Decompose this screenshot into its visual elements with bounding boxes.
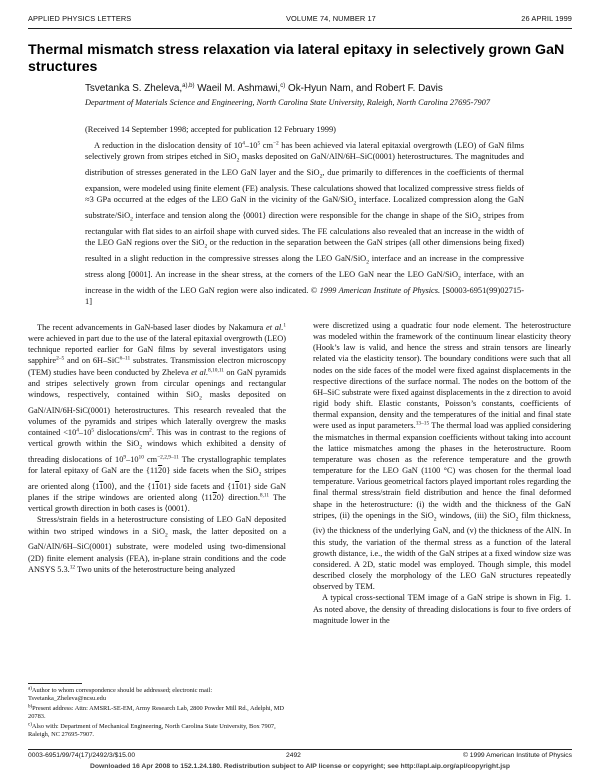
footnote-b: $^{b)}$Present address: Attn: AMSRL-SE-EM, Army Research Lab, 2800 Powder Mill Rd., Adelphi, MD 20783. bbox=[28, 704, 285, 721]
running-head bbox=[28, 14, 572, 26]
footnote-c: $^{c)}$Also with: Department of Mechanical Engineering, North Carolina State University, Box 7907, Raleigh, NC 27695-7907. bbox=[28, 722, 276, 739]
article-title: Thermal mismatch stress relaxation via lateral epitaxy in selectively grown GaN structures bbox=[28, 42, 565, 75]
issn-code: 0003-6951/99/74(17)/2492/3/$15.00 bbox=[28, 752, 136, 759]
footnote-a: $^{a)}$Author to whom correspondence should be addressed; electronic mail: Tsvetanka_Zheleva@ncsu.edu bbox=[28, 686, 213, 703]
footer-rule bbox=[28, 749, 572, 750]
page-footer bbox=[28, 752, 572, 762]
paragraph-intro: The recent advancements in GaN-based laser diodes by Nakamura et al.$^1$ were achieved in part due to the use of the lateral epitaxial overgrowth (LEO) technique reported earlier for GaN films by several investigators using sapphire$^{2-5}$ and on 6H–SiC$^{6-11}$ substrates. Transmission electron microscopy (TEM) studies have been conducted by Zheleva et al.$^{8,10,11}$ on GaN pyramids and stripes selectively grown from circular openings and rectangular windows, respectively, contained within SiO$_2$ masks deposited on GaN/AlN/6H-SiC(0001) heterostructures. This research revealed that the volumes of the pyramids and stripes which laterally overgrew the masks contained $<10^4-10^5$ dislocations/$cm^2$. This was in contrast to the regions of vertical growth within the SiO$_2$ windows which exhibited a density of threading dislocations of $10^9-10^{10}$ $cm^{-2,2,9-11}$ The crystallographic templates for lateral epitaxy of GaN are the {1120} side facets when the SiO$_2$ stripes are oriented along ⟨1100⟩, and the {1101} side facets and {1101} side GaN planes if the stripe windows are oriented along ⟨1120⟩ direction.$^{8,11}$ The vertical growth direction in both cases is ⟨0001⟩. bbox=[28, 322, 287, 514]
author-list bbox=[85, 83, 443, 95]
page-number: 2492 bbox=[286, 752, 301, 759]
abstract-copyright: © 1999 American Institute of Physics. bbox=[308, 285, 441, 295]
authors-3-4: Ok-Hyun Nam, and Robert F. Davis bbox=[285, 83, 443, 94]
header-rule bbox=[28, 28, 572, 29]
volume-number: VOLUME 74, NUMBER 17 bbox=[286, 14, 376, 23]
author-2-footnote-mark: c) bbox=[280, 83, 286, 89]
abstract-doi: [S0003-6951(99)02715-1] bbox=[85, 285, 524, 306]
affiliation: Department of Materials Science and Engineering, North Carolina State University, Raleigh, North Carolina 27695-7907 bbox=[85, 98, 490, 107]
paragraph-tem: A typical cross-sectional TEM image of a GaN stripe is shown in Fig. 1. As noted above, the density of threading dislocations is four to five orders of magnitude lower in the bbox=[313, 593, 571, 625]
body-column-right bbox=[313, 320, 571, 626]
received-dates: (Received 14 September 1998; accepted for publication 12 February 1999) bbox=[85, 125, 336, 134]
journal-name: APPLIED PHYSICS LETTERS bbox=[28, 14, 132, 23]
paragraph-model-details: were discretized using a quadratic four node element. The heterostructure was modeled within the framework of the continuum linear elasticity theory (Hook’s law is valid, and hence the stress and strain tensors are linearly related via the elasticity tensor). The boundary conditions were such that all nodes on the side faces of the model were fixed against displacements in the respective directions of the surface normal. The nodes on the bottom of the 6H–SiC substrate were fixed against displacements in the z direction to avoid rigid body shift. Elastic constants, Poisson’s constants, coefficients of thermal expansion, density and the temperatures of the initial and final state were used as input parameters.$^{13-15}$ The thermal load was applied considering the mismatches in thermal expansion coefficients without taking into account the lattice mismatches among the phases in the heterostructure. Room temperature was chosen as the reference temperature and the growth temperature for the LEO GaN (1100 °C) was chosen for the thermal load temperature. Various geometrical factors played important roles regarding the final thermal stress/strain field distribution and hence the final deformed shape in the heterostructure: (i) the width and the thickness of the GaN stripes, (ii) the openings in the SiO$_2$ windows, (iii) the SiO$_2$ film thickness, (iv) the thickness of the underlying GaN, and (v) the thickness of the AlN. In this study, the variation of the thermal stress as a function of the lateral growth distance, i.e., the width of the GaN stripes at a fixed window size was considered. A 2D, static model was employed. Though simple, this model described closely the morphology of the LEO GaN structures repeatedly observed by TEM. bbox=[313, 321, 571, 592]
paragraph-fea-model: Stress/strain fields in a heterostructure consisting of LEO GaN deposited within two striped windows in a SiO$_2$ mask, the latter deposited on a GaN/AlN/6H–SiC(0001) substrate, were modeled using two-dimensional (2D) finite element analysis (FEA), in-plane strain conditions and the code ANSYS 5.3.12 Two units of the heterostructure being analyzed bbox=[28, 515, 286, 574]
footnotes bbox=[28, 687, 286, 742]
download-notice: Downloaded 16 Apr 2008 to 152.1.24.180. Redistribution subject to AIP license or copyright; see http://apl.aip.org/apl/copyright.jsp bbox=[89, 763, 511, 770]
author-1: Tsvetanka S. Zheleva, bbox=[85, 83, 183, 94]
footnote-rule bbox=[28, 683, 82, 684]
abstract: A reduction in the dislocation density of $10^4-10^5$ $cm^{-2}$ has been achieved via lateral epitaxial overgrowth (LEO) of GaN films selectively grown from stripes etched in SiO$_2$ masks deposited on GaN/AlN/6H–SiC(0001) heterostructures. The magnitudes and distribution of stresses generated in the LEO GaN layer and the SiO$_2$, due primarily to differences in the coefficients of thermal expansion, were modeled using finite element (FE) analysis. These calculations showed that localized compressive stress fields of ≈3 GPa occurred at the edges of the LEO GaN in the vicinity of the GaN/SiO$_2$ interface. Localized compression along the GaN substrate/SiO$_2$ interface and tension along the ⟨0001⟩ direction were responsible for the change in shape of the SiO$_2$ stripes from rectangular with flat sides to an airfoil shape with curved sides. The FE calculations also revealed that an increase in the width of the LEO GaN regions over the SiO$_2$ or the reduction in the separation between the GaN stripes (all other dimensions being fixed) resulted in a slight reduction in the compressive stresses along the LEO GaN/SiO$_2$ interface and an increase in the compressive stress along [0001]. An increase in the shear stress, at the corners of the LEO GaN near the LEO GaN/SiO$_2$ interface, with an increase in the width of the LEO GaN region were also indicated. © 1999 American Institute of Physics. [S0003-6951(99)02715-1] bbox=[85, 140, 524, 306]
footer-copyright: © 1999 American Institute of Physics bbox=[462, 752, 572, 759]
body-column-left bbox=[28, 322, 286, 575]
author-2: Waeil M. Ashmawi, bbox=[194, 83, 281, 94]
author-1-footnote-mark: a),b) bbox=[182, 83, 195, 89]
issue-date: 26 APRIL 1999 bbox=[521, 14, 572, 23]
